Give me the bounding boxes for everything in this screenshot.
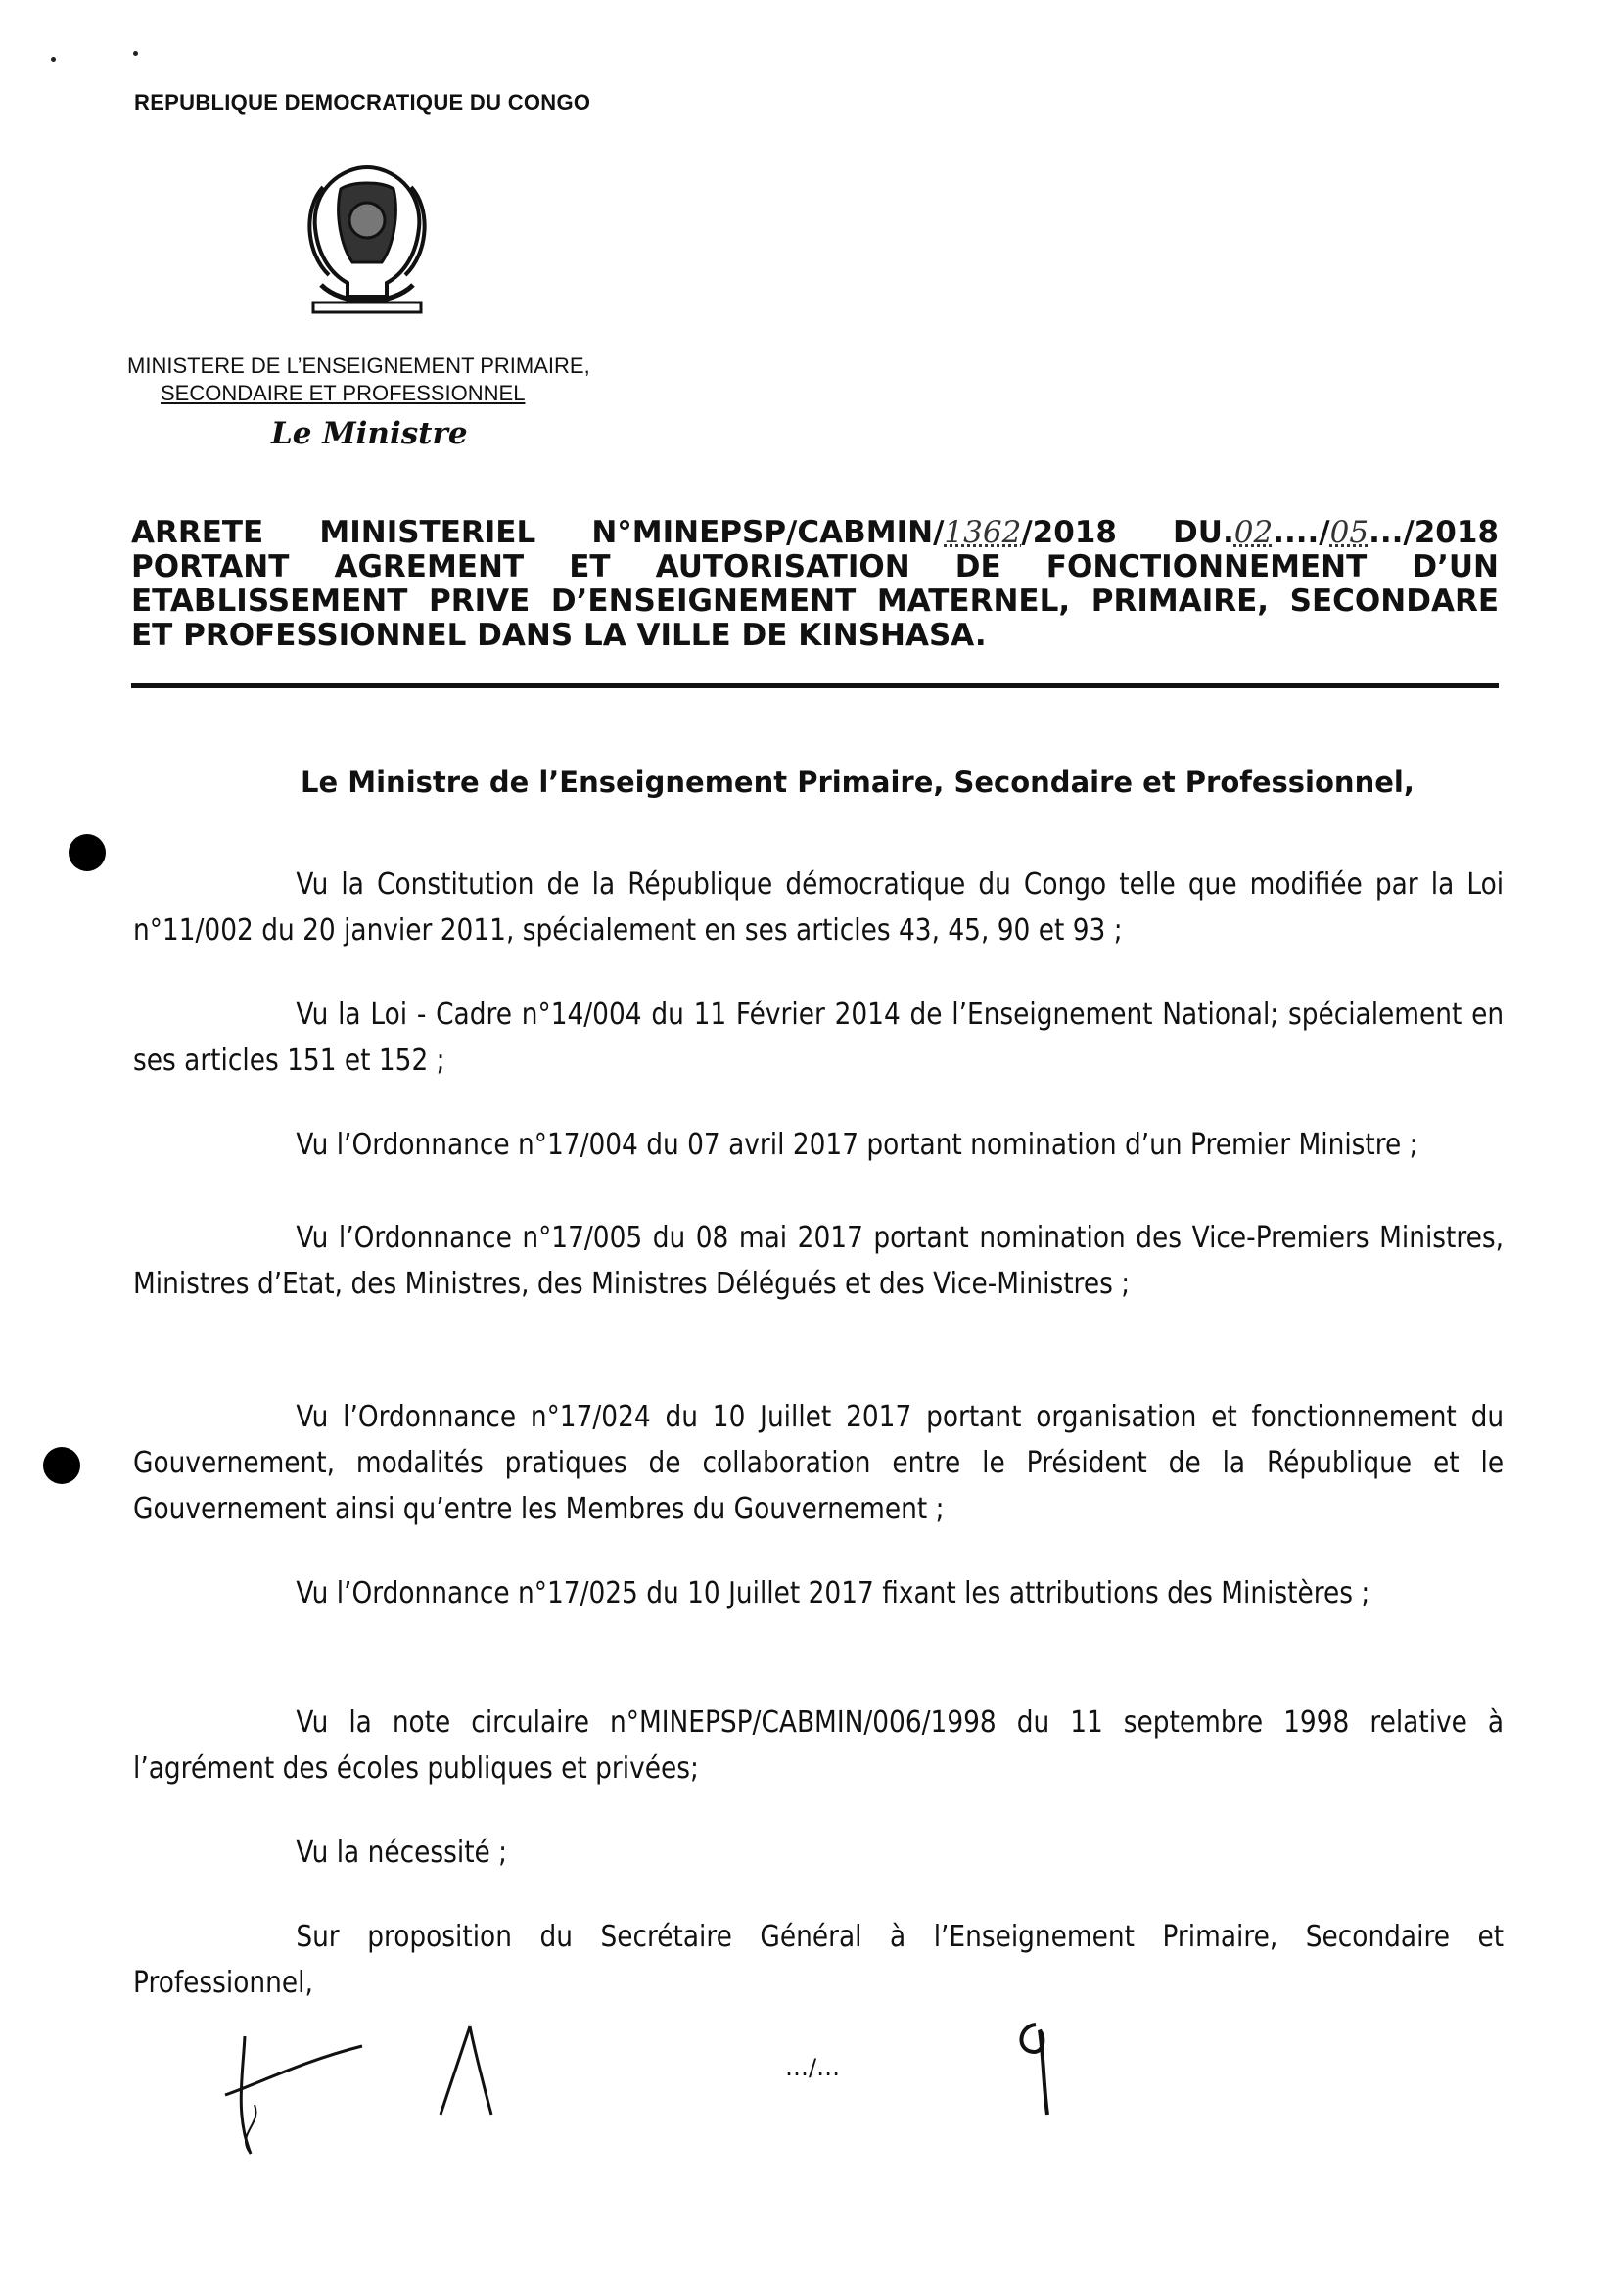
recital-paragraph	[133, 1570, 1504, 1616]
punch-hole-icon	[69, 834, 106, 871]
recital-paragraph	[133, 1699, 1504, 1792]
recital-paragraph	[133, 1122, 1504, 1168]
decree-ref-suffix: .../2018	[1369, 515, 1500, 550]
title-divider	[131, 683, 1499, 688]
scan-speck	[51, 57, 56, 62]
decree-line-1	[131, 516, 1499, 550]
recital-text: Vu l’Ordonnance n°17/004 du 07 avril 2017 portant nomination d’un Premier Ministre ;	[296, 1128, 1418, 1162]
decree-line-2: PORTANT AGREMENT ET AUTORISATION DE FONCTIONNEMENT D’UN	[131, 549, 1499, 584]
country-name: REPUBLIQUE DEMOCRATIQUE DU CONGO	[134, 90, 591, 115]
decree-day-handwritten: 02	[1233, 515, 1274, 550]
proposal-paragraph	[133, 1914, 1504, 2006]
recital-paragraph	[133, 1394, 1504, 1532]
minister-title: Le Ministre	[271, 416, 468, 451]
intro-statement: Le Ministre de l’Enseignement Primaire, Secondaire et Professionnel,	[301, 766, 1415, 799]
recital-text: Vu la Constitution de la République démocratique du Congo telle que modifiée par la Loi n°11/002 du 20 janvier 2011, spécialement en ses articles 43, 45, 90 et 93 ;	[133, 867, 1505, 948]
coat-of-arms-emblem	[294, 160, 441, 321]
decree-month-handwritten: 05	[1329, 515, 1369, 550]
ministry-name	[127, 352, 590, 407]
proposal-text: Sur proposition du Secrétaire Général à l’Enseignement Primaire, Secondaire et Professionnel,	[133, 1920, 1505, 2000]
recital-text: Vu l’Ordonnance n°17/024 du 10 Juillet 2017 portant organisation et fonctionnement du Gouvernement, modalités pratiques de collaboration entre le Président de la République et le Gouvernement ainsi qu’entre les Membres du Gouvernement ;	[133, 1400, 1505, 1526]
decree-title	[131, 516, 1499, 653]
recital-text: Vu la note circulaire n°MINEPSP/CABMIN/006/1998 du 11 septembre 1998 relative à l’agrément des écoles publiques et privées;	[133, 1705, 1505, 1786]
decree-line-4: ET PROFESSIONNEL DANS LA VILLE DE KINSHASA.	[131, 618, 987, 653]
recital-text: Vu la nécessité ;	[296, 1836, 508, 1870]
decree-number-handwritten: 1362	[944, 515, 1022, 550]
decree-ref-mid: /2018 DU.	[1021, 515, 1234, 550]
recital-text: Vu l’Ordonnance n°17/025 du 10 Juillet 2017 fixant les attributions des Ministères ;	[296, 1576, 1370, 1610]
initials-signature	[1006, 2017, 1065, 2124]
recital-paragraph	[133, 992, 1504, 1084]
punch-hole-icon	[43, 1447, 80, 1484]
page-continuation: …/…	[785, 2054, 841, 2081]
initials-signature	[431, 2017, 499, 2124]
recital-paragraph	[133, 1215, 1504, 1307]
decree-ref-sep: ..../	[1273, 515, 1330, 550]
ministry-line-2: SECONDAIRE ET PROFESSIONNEL	[161, 381, 526, 405]
decree-line-3: ETABLISSEMENT PRIVE D’ENSEIGNEMENT MATERNEL, PRIMAIRE, SECONDARE	[131, 583, 1499, 619]
recital-text: Vu l’Ordonnance n°17/005 du 08 mai 2017 portant nomination des Vice-Premiers Ministres, Ministres d’Etat, des Ministres, des Ministres Délégués et des Vice-Ministres ;	[133, 1221, 1505, 1301]
ministry-line-1: MINISTERE DE L’ENSEIGNEMENT PRIMAIRE,	[127, 353, 590, 378]
recital-text: Vu la Loi - Cadre n°14/004 du 11 Février 2014 de l’Enseignement National; spécialement en ses articles 151 et 152 ;	[133, 998, 1505, 1078]
decree-ref-prefix: ARRETE MINISTERIEL N°MINEPSP/CABMIN/	[131, 515, 945, 550]
recital-paragraph	[133, 1830, 1504, 1876]
initials-signature	[215, 2017, 372, 2173]
recital-paragraph	[133, 861, 1504, 954]
scan-speck	[133, 51, 138, 56]
